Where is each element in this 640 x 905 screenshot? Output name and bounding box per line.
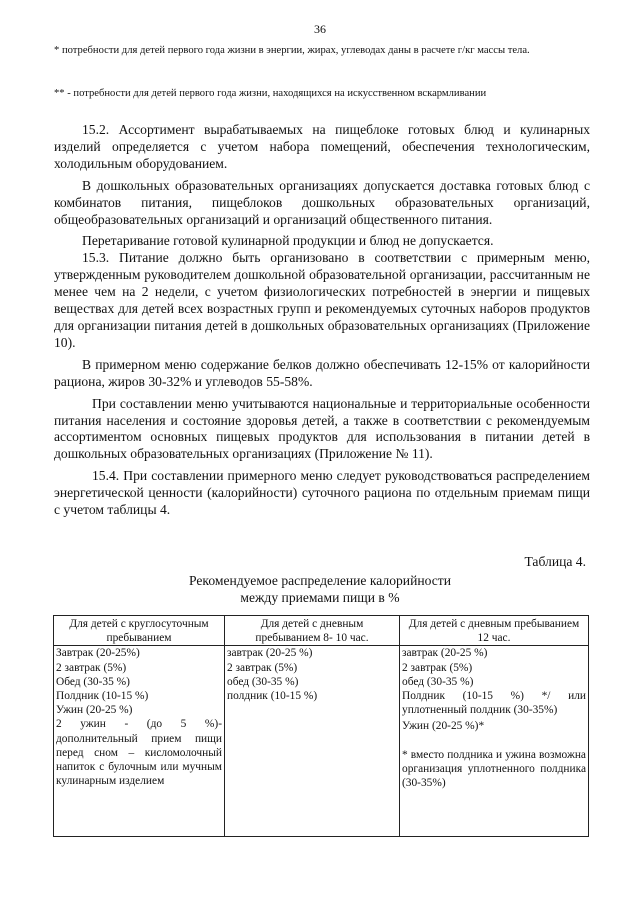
table-header-row bbox=[54, 616, 589, 646]
page-number: 36 bbox=[314, 22, 326, 36]
footnote-1: * потребности для детей первого года жизни в энергии, жирах, углеводах даны в расчете г/кг массы тела. bbox=[54, 45, 530, 56]
paragraph-repackaging: Перетаривание готовой кулинарной продукции и блюд не допускается. bbox=[82, 233, 494, 249]
meal-item: 2 завтрак (5%) bbox=[227, 661, 298, 674]
table-cell-day-12 bbox=[400, 646, 589, 837]
table-caption bbox=[0, 572, 640, 606]
table-caption-line-2: между приемами пищи в % bbox=[240, 590, 400, 605]
meal-item: 2 ужин - (до 5 %)-дополнительный прием пищи перед сном – кисломолочный напиток с булочным или мучным кулинарным изделием bbox=[56, 718, 222, 788]
meal-item: завтрак (20-25 %) bbox=[227, 647, 313, 660]
table-header-cell: Для детей с дневным пребыванием 12 час. bbox=[400, 616, 589, 646]
meal-item: 2 завтрак (5%) bbox=[402, 661, 473, 674]
footnote-2: ** - потребности для детей первого года жизни, находящихся на искусственном вскармливании bbox=[54, 88, 487, 99]
meal-item: полдник (10-15 %) bbox=[227, 690, 318, 703]
paragraph-15-3: 15.3. Питание должно быть организовано в соответствии с примерным меню, утвержденным руководителем дошкольной образовательной организации, рассчитанным не менее чем на 2 недели, с учетом физиологических потребностей в энергии и пищевых веществах для детей всех возрастных групп и рекомендуемых суточных наборов продуктов для организации питания детей в дошкольных образовательных организациях (Приложение 10). bbox=[54, 250, 590, 350]
table-row bbox=[54, 646, 589, 837]
table-cell-round-the-clock bbox=[54, 646, 225, 837]
paragraph-15-4: 15.4. При составлении примерного меню следует руководствоваться распределением энергетической ценности (калорийности) суточного рациона по отдельным приемам пищи с учетом таблицы 4. bbox=[54, 468, 590, 518]
meal-item: Обед (30-35 %) bbox=[56, 675, 130, 688]
paragraph-delivery: В дошкольных образовательных организациях допускается доставка готовых блюд с комбинатов питания, пищеблоков дошкольных образовательных организаций, общеобразовательных организаций и организаций общественного питания. bbox=[54, 177, 590, 227]
table-header-cell: Для детей с круглосуточным пребыванием bbox=[54, 616, 225, 646]
table-cell-day-8-10 bbox=[225, 646, 400, 837]
meal-item: 2 завтрак (5%) bbox=[56, 661, 127, 674]
paragraph-menu-features: При составлении меню учитываются национальные и территориальные особенности питания населения и состояние здоровья детей, а также в соответствии с рекомендуемым ассортиментом основных пищевых продуктов для использования в питании детей в дошкольных образовательных организациях (Приложение № 11). bbox=[54, 395, 590, 462]
meal-item: завтрак (20-25 %) bbox=[402, 647, 488, 660]
meal-item: Полдник (10-15 %) bbox=[56, 690, 149, 703]
table-header-cell: Для детей с дневным пребыванием 8- 10 час. bbox=[225, 616, 400, 646]
meal-item: Завтрак (20-25%) bbox=[56, 647, 140, 660]
meal-item: обед (30-35 %) bbox=[402, 675, 474, 688]
paragraph-15-2: 15.2. Ассортимент вырабатываемых на пищеблоке готовых блюд и кулинарных изделий определяется с учетом набора помещений, обеспечения технологическим, холодильным оборудованием. bbox=[54, 122, 590, 171]
body-text bbox=[54, 122, 590, 519]
meal-item: Ужин (20-25 %)* bbox=[402, 720, 485, 733]
table-label: Таблица 4. bbox=[524, 554, 586, 569]
table-caption-line-1: Рекомендуемое распределение калорийности bbox=[188, 573, 452, 588]
table-note: * вместо полдника и ужина возможна организация уплотненного полдника (30-35%) bbox=[402, 748, 586, 790]
meal-item: обед (30-35 %) bbox=[227, 675, 299, 688]
calorie-distribution-table bbox=[53, 615, 589, 837]
meal-item: Полдник (10-15 %) */ или уплотненный полдник (30-35%) bbox=[402, 690, 586, 717]
meal-item: Ужин (20-25 %) bbox=[56, 704, 133, 717]
paragraph-proteins: В примерном меню содержание белков должно обеспечивать 12-15% от калорийности рациона, жиров 30-32% и углеводов 55-58%. bbox=[54, 356, 590, 389]
